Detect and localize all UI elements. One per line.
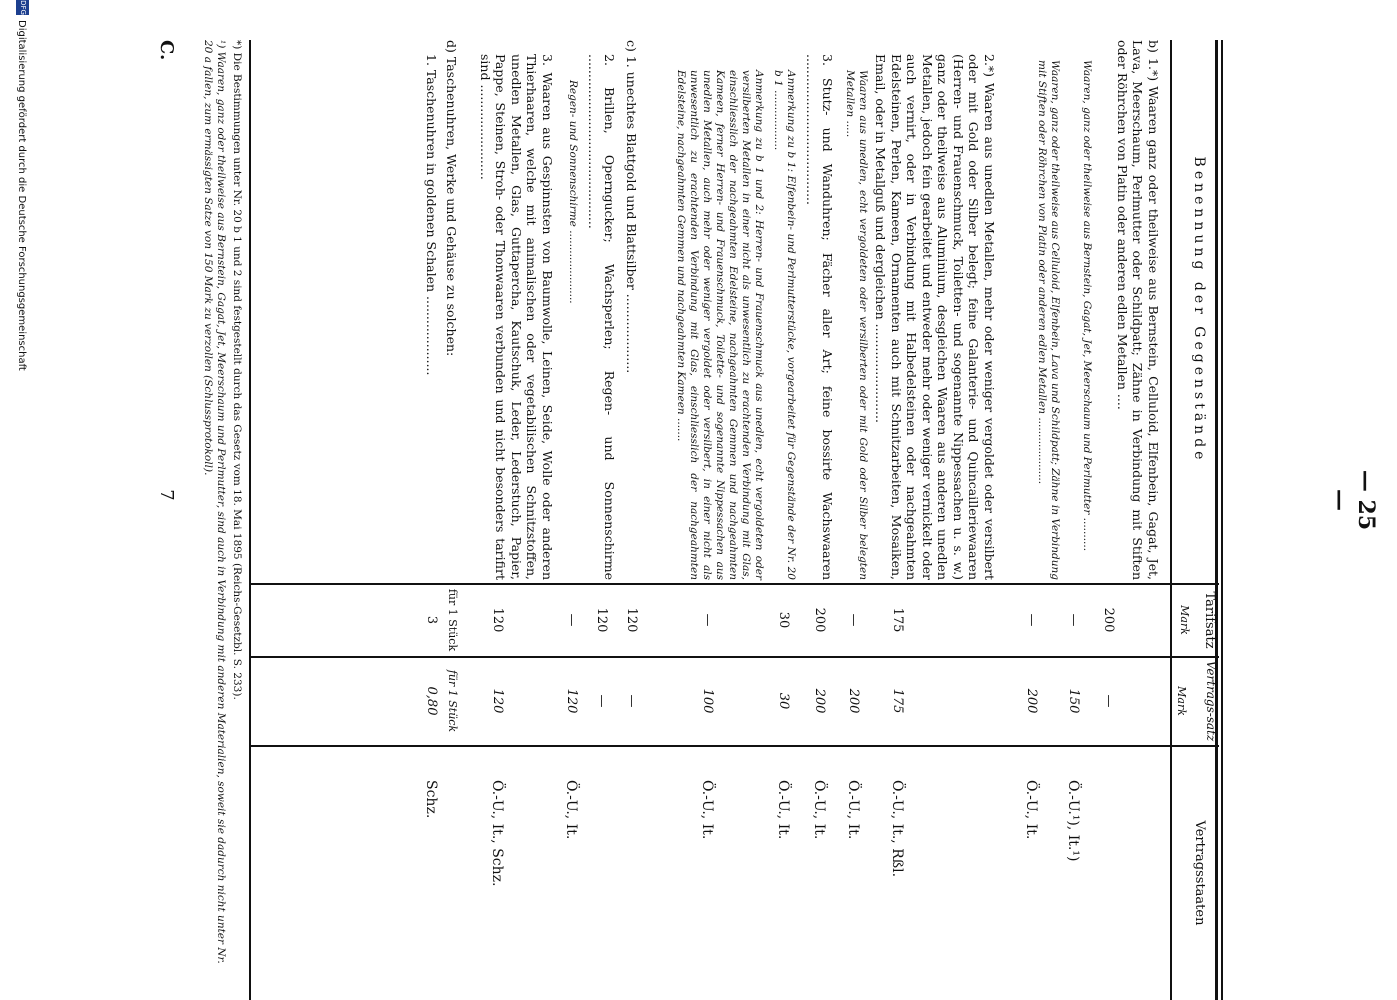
column-divider bbox=[249, 745, 1219, 747]
row-designation: Anmerkung zu b 1: Elfenbein- und Perlmutterstücke, vorgearbeitet für Gegenstände der Nr. 20 b 1 .................. bbox=[772, 70, 797, 580]
row-contract: — bbox=[624, 694, 639, 708]
row-contract-unit: für 1 Stück bbox=[446, 669, 459, 733]
row-tariff: 120 bbox=[594, 607, 609, 633]
row-states: Ö.-U., It. bbox=[699, 780, 715, 840]
row-tariff: 30 bbox=[776, 611, 791, 629]
row-states: Ö.-U., It. bbox=[845, 780, 861, 840]
row-tariff: 175 bbox=[890, 607, 905, 633]
row-contract: — bbox=[1101, 694, 1116, 708]
row-tariff: 200 bbox=[812, 607, 827, 633]
column-header-states: Vertragsstaaten bbox=[1192, 820, 1207, 926]
row-states: Ö.-U., It. bbox=[775, 780, 791, 840]
sheet-number: 7 bbox=[156, 489, 177, 501]
row-contract: 120 bbox=[490, 688, 505, 714]
row-designation: Waaren, ganz oder theilweise aus Celluloid, Elfenbein, Lava und Schildpatt; Zähne in Verbindung mit Stiften oder Röhrchen von Platin oder anderen edlen Metallen .................... bbox=[1036, 60, 1061, 580]
column-header-contract-unit: Mark bbox=[1175, 686, 1188, 716]
row-tariff: 120 bbox=[624, 607, 639, 633]
row-designation: 1. Taschenuhren in goldenen Schalen .................... bbox=[424, 54, 439, 376]
table-bottom-rule bbox=[249, 40, 251, 1000]
row-contract: 150 bbox=[1066, 688, 1081, 714]
row-designation: Anmerkung zu b 1 und 2: Herren- und Frauenschmuck aus unedlen, echt vergoldeten oder versilberten Metallen in einer nicht als unwesentlich zu erachtenden Verbindung mit Glas, einschliesslich der nachgeahmten Edelsteine, nachgeahmten Gemmen und nachgeahmten Kameen, ferner Herren- und Frauenschmuck, Toilette- und sogenannte Nippessachen aus unedlen Metallen, auch mehr oder weniger vergoldet oder versilbert, in einer nicht als unwesentlich zu erachtenden Verbindung mit Glas, einschliesslich der nachgeahmten Edelsteine, nachgeahmten Gemmen und nachgeahmten Kameen ....... bbox=[675, 70, 765, 580]
row-states: Ö.-U., It., Rßl. bbox=[889, 780, 905, 878]
row-tariff: — bbox=[700, 613, 715, 627]
row-states: Ö.-U., It., Schz. bbox=[489, 780, 505, 887]
row-designation: Regen- und Sonnenschirme ...................... bbox=[567, 80, 579, 304]
row-tariff: — bbox=[564, 613, 579, 627]
row-tariff-unit: für 1 Stück bbox=[446, 588, 459, 652]
row-contract: 0,80 bbox=[424, 686, 439, 716]
row-contract: 30 bbox=[776, 692, 791, 710]
row-tariff: — bbox=[1024, 613, 1039, 627]
row-states: Ö.-U., It. bbox=[563, 780, 579, 840]
row-contract: 120 bbox=[564, 688, 579, 714]
row-contract: 200 bbox=[812, 688, 827, 714]
sheet-letter: C. bbox=[156, 40, 177, 61]
row-designation: 2. Brillen, Operngucker; Wachsperlen; Regen- und Sonnenschirme ............................................ bbox=[586, 54, 617, 580]
column-header-tariff: Tarifsatz bbox=[1202, 591, 1217, 649]
column-header-contract: Vertrags-satz bbox=[1204, 660, 1218, 742]
row-states: Ö.-U., It. bbox=[1023, 780, 1039, 840]
row-tariff: 120 bbox=[490, 607, 505, 633]
row-states: Schz. bbox=[423, 780, 439, 819]
row-designation: b) 1.*) Waaren ganz oder theilweise aus Bernstein, Celluloid, Elfenbein, Gagat, Jet, Lava, Meerschaum, Perlmutter oder Schildpatt; Zähne in Verbindung mit Stiften oder Röhrchen von Platin oder anderen edlen Metallen .... bbox=[1115, 40, 1161, 580]
column-header-designation: Benennung der Gegenstände bbox=[1191, 156, 1207, 464]
row-designation: 3. Waaren aus Gespinnsten von Baumwolle, Leinen, Seide, Wolle oder anderen Thierhaaren, welche mit animalischen oder vegetabilischen Schnitzstoffen, unedlen Metallen, Glas, Guttapercha, Kautschuk, Leder, Lederstuch, Papier, Pappe, Steinen, Stroh- oder Thonwaaren verbunden und nicht besonders tarifirt sind ........................ bbox=[478, 54, 555, 580]
row-states: Ö.-U., It. bbox=[811, 780, 827, 840]
dfg-logo-icon: DFG bbox=[16, 0, 29, 15]
row-tariff: 3 bbox=[424, 615, 439, 625]
table-top-rule bbox=[1221, 40, 1223, 1000]
row-designation: d) Taschenuhren, Werke und Gehäuse zu solchen: bbox=[444, 40, 459, 357]
row-contract: 175 bbox=[890, 688, 905, 714]
row-states: Ö.-U.¹), It.¹) bbox=[1065, 780, 1081, 862]
row-designation: Waaren, ganz oder theilweise aus Bernstein, Gagat, Jet, Meerschaum und Perlmutter .......... bbox=[1081, 60, 1093, 552]
table-header-rule bbox=[1170, 40, 1172, 1000]
row-tariff: 200 bbox=[1101, 607, 1116, 633]
column-header-tariff-unit: Mark bbox=[1178, 605, 1191, 635]
row-contract: — bbox=[594, 694, 609, 708]
row-designation: c) 1. unechtes Blattgold und Blattsilber .................... bbox=[624, 40, 639, 374]
digitization-credit: Digitalisierung gefördert durch die Deutsche Forschungsgemeinschaft bbox=[16, 20, 27, 371]
page-number: — 25 — bbox=[1327, 469, 1379, 531]
footnote: *) Die Bestimmungen unter Nr. 20 b 1 und 2 sind festgestellt durch das Gesetz vom 18. Mai 1895 (Reichs-Gesetzbl. S. 233). bbox=[231, 40, 243, 700]
row-contract: 200 bbox=[1024, 688, 1039, 714]
row-contract: 200 bbox=[846, 688, 861, 714]
table-top-rule-thick bbox=[1215, 40, 1218, 1000]
row-designation: 2.*) Waaren aus unedlen Metallen, mehr oder weniger vergoldet oder versilbert oder mit Gold oder Silber belegt; feine Galanterie- und Quincailleriewaaren (Herren- und Frauenschmuck, Toiletten- und sogenannte Nippessachen u. s. w.) ganz oder theilweise aus Aluminium, desgleichen Waaren aus anderen unedlen Metallen, jedoch fein gearbeitet und entweder mehr oder weniger vernickelt oder auch vernirt, oder in Verbindung mit Halbedelsteinen oder nachgeahmten Edelsteinen, Perlen, Kameen, Ornamenten auch mit Schnitzarbeiten, Mosaiken, Email, oder in Metallguß und dergleichen ......................... bbox=[873, 54, 997, 580]
row-tariff: — bbox=[1066, 613, 1081, 627]
row-designation: 3. Stutz- und Wanduhren; Fächer aller Art; feine bossirte Wachswaaren ...................................... bbox=[804, 54, 835, 580]
row-designation: Waaren aus unedlen, echt vergoldeten oder versilberten oder mit Gold oder Silber belegten Metallen ..... bbox=[844, 70, 869, 580]
row-contract: 100 bbox=[700, 688, 715, 714]
footnote: ¹) Waaren, ganz oder theilweise aus Bernstein, Gagat, Jet, Meerschaum und Perlmutter, sind auch in Verbindung mit anderen Materialien, soweit sie dadurch nicht unter Nr. 20 a fallen, zum ermässigten Satze von 150 Mark zu verzollen (Schlussprotokoll). bbox=[202, 40, 227, 964]
row-tariff: — bbox=[846, 613, 861, 627]
